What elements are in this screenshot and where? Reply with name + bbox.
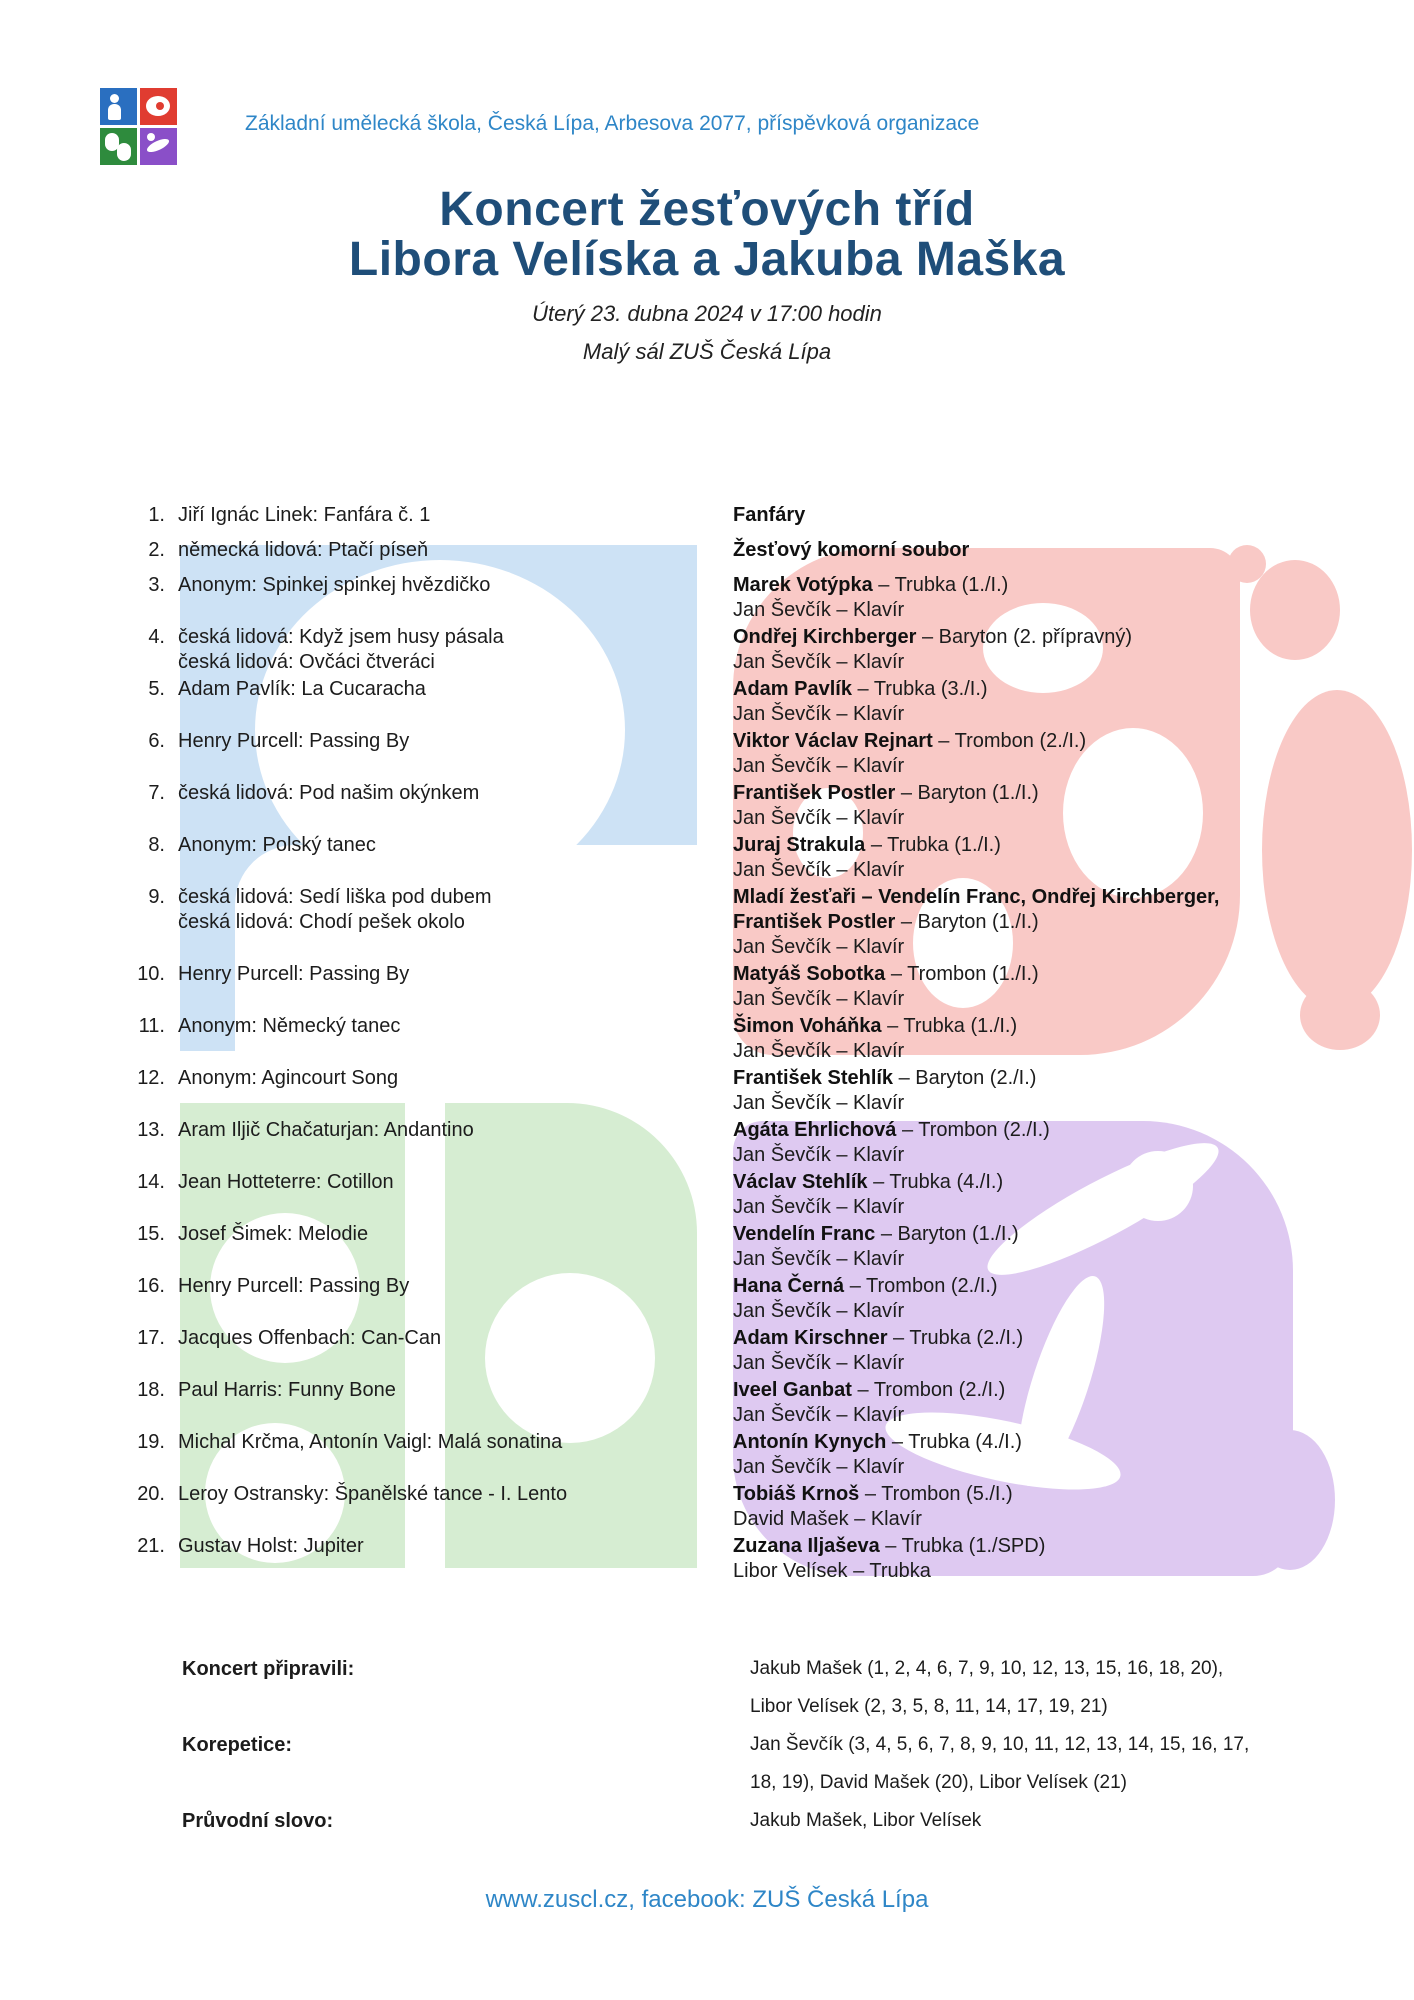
entry-number: 13.: [137, 1119, 165, 1141]
performer-line: Jan Ševčík – Klavír: [733, 1404, 905, 1426]
credit-value-lines: [750, 1802, 1372, 1840]
footer-web-facebook-line: www.zuscl.cz, facebook: ZUŠ Česká Lípa: [485, 1886, 929, 1913]
program-entry: [112, 1222, 1362, 1272]
concert-venue: Malý sál ZUŠ Česká Lípa: [582, 339, 832, 364]
performer-line: Jan Ševčík – Klavír: [733, 1300, 905, 1322]
program-entry: [112, 677, 1362, 727]
entry-number: 16.: [137, 1275, 165, 1297]
performer-line: František Stehlík – Baryton (2./I.): [733, 1067, 1037, 1089]
entry-piece-lines: [165, 1326, 733, 1351]
entry-performer-lines: [733, 1118, 1362, 1168]
program-entry: [112, 833, 1362, 883]
performer-line: Šimon Voháňka – Trubka (1./I.): [733, 1015, 1018, 1037]
entry-number: 21.: [137, 1535, 165, 1557]
program-list: [112, 503, 1362, 1586]
piece-line: Michal Krčma, Antonín Vaigl: Malá sonatina: [178, 1431, 563, 1453]
credit-row: [182, 1726, 1372, 1802]
entry-piece-lines: [165, 1222, 733, 1247]
credit-value-line: Jan Ševčík (3, 4, 5, 6, 7, 8, 9, 10, 11, 12, 13, 14, 15, 16, 17,: [750, 1734, 1250, 1755]
credits-block: [182, 1650, 1372, 1840]
piece-line: Anonym: Polský tanec: [178, 834, 376, 856]
entry-number: 10.: [137, 963, 165, 985]
entry-piece-lines: [165, 503, 733, 528]
performer-line: Iveel Ganbat – Trombon (2./I.): [733, 1379, 1006, 1401]
program-entry: [112, 1118, 1362, 1168]
piece-line: Jean Hotteterre: Cotillon: [178, 1171, 394, 1193]
credit-label: Průvodní slovo:: [182, 1810, 334, 1832]
entry-number: 15.: [137, 1223, 165, 1245]
performer-line: Jan Ševčík – Klavír: [733, 1456, 905, 1478]
entry-performer-lines: [733, 1430, 1362, 1480]
logo-drama-masks-icon: [100, 128, 137, 165]
program-entry: [112, 1014, 1362, 1064]
program-entry: [112, 1170, 1362, 1220]
credit-label: Koncert připravili:: [182, 1658, 355, 1680]
performer-line: Marek Votýpka – Trubka (1./I.): [733, 574, 1009, 596]
credit-value-lines: [750, 1726, 1372, 1802]
concert-title-line2: Libora Velíska a Jakuba Maška: [348, 233, 1066, 286]
piece-line: Jiří Ignác Linek: Fanfára č. 1: [178, 504, 431, 526]
entry-performer-lines: [733, 1378, 1362, 1428]
entry-piece-lines: [165, 1274, 733, 1299]
program-entry: [112, 538, 1362, 563]
entry-piece-lines: [165, 1066, 733, 1091]
entry-number: 9.: [148, 886, 165, 908]
entry-piece-lines: [165, 538, 733, 563]
entry-performer-lines: [733, 729, 1362, 779]
piece-line: Gustav Holst: Jupiter: [178, 1535, 364, 1557]
entry-performer-lines: [733, 1482, 1362, 1532]
entry-piece-lines: [165, 1170, 733, 1195]
program-entry: [112, 625, 1362, 675]
logo-music-icon: [100, 88, 137, 125]
entry-piece-lines: [165, 677, 733, 702]
entry-piece-lines: [165, 573, 733, 598]
entry-number: 5.: [148, 678, 165, 700]
entry-performer-lines: [733, 962, 1362, 1012]
program-entry: [112, 781, 1362, 831]
program-entry: [112, 1378, 1362, 1428]
performer-line: Jan Ševčík – Klavír: [733, 807, 905, 829]
entry-number: 19.: [137, 1431, 165, 1453]
performer-line: Adam Kirschner – Trubka (2./I.): [733, 1327, 1024, 1349]
entry-number: 7.: [148, 782, 165, 804]
piece-line: Henry Purcell: Passing By: [178, 963, 410, 985]
piece-line: Anonym: Spinkej spinkej hvězdičko: [178, 574, 491, 596]
piece-line: Aram Iljič Chačaturjan: Andantino: [178, 1119, 474, 1141]
entry-piece-lines: [165, 625, 733, 675]
entry-performer-lines: [733, 885, 1362, 960]
concert-title-line1: Koncert žesťových tříd: [439, 183, 975, 236]
entry-number: 18.: [137, 1379, 165, 1401]
program-entry: [112, 1066, 1362, 1116]
entry-performer-lines: [733, 625, 1362, 675]
piece-line: česká lidová: Pod našim okýnkem: [178, 782, 480, 804]
entry-performer-lines: [733, 573, 1362, 623]
program-entry: [112, 885, 1362, 960]
performer-line: Viktor Václav Rejnart – Trombon (2./I.): [733, 730, 1087, 752]
piece-line: německá lidová: Ptačí píseň: [178, 539, 429, 561]
performer-line: František Postler – Baryton (1./I.): [733, 911, 1039, 933]
performer-line: Jan Ševčík – Klavír: [733, 651, 905, 673]
entry-piece-lines: [165, 1534, 733, 1559]
entry-performer-lines: [733, 1274, 1362, 1324]
performer-line: Jan Ševčík – Klavír: [733, 703, 905, 725]
entry-performer-lines: [733, 1534, 1362, 1584]
performer-line: Jan Ševčík – Klavír: [733, 1248, 905, 1270]
performer-line: Agáta Ehrlichová – Trombon (2./I.): [733, 1119, 1050, 1141]
performer-line: Mladí žesťaři – Vendelín Franc, Ondřej Kirchberger,: [733, 886, 1220, 908]
entry-piece-lines: [165, 833, 733, 858]
performer-line: František Postler – Baryton (1./I.): [733, 782, 1039, 804]
credit-value-line: Jakub Mašek, Libor Velísek: [750, 1810, 982, 1831]
logo-art-palette-icon: [140, 88, 177, 125]
entry-number: 3.: [148, 574, 165, 596]
performer-line: Ondřej Kirchberger – Baryton (2. přípravný): [733, 626, 1133, 648]
school-name-line: Základní umělecká škola, Česká Lípa, Arbesova 2077, příspěvková organizace: [245, 112, 980, 135]
performer-line: Jan Ševčík – Klavír: [733, 599, 905, 621]
entry-performer-lines: [733, 1222, 1362, 1272]
piece-line: Josef Šimek: Melodie: [178, 1223, 369, 1245]
entry-performer-lines: [733, 781, 1362, 831]
entry-number: 20.: [137, 1483, 165, 1505]
performer-line: David Mašek – Klavír: [733, 1508, 922, 1530]
piece-line: česká lidová: Když jsem husy pásala: [178, 626, 504, 648]
entry-piece-lines: [165, 1430, 733, 1455]
piece-line: Anonym: Německý tanec: [178, 1015, 401, 1037]
performer-line: Jan Ševčík – Klavír: [733, 1040, 905, 1062]
concert-title: [0, 185, 1414, 285]
performer-line: Vendelín Franc – Baryton (1./I.): [733, 1223, 1019, 1245]
piece-line: česká lidová: Chodí pešek okolo: [178, 911, 465, 933]
piece-line: česká lidová: Sedí liška pod dubem: [178, 886, 492, 908]
entry-performer-lines: [733, 1170, 1362, 1220]
entry-piece-lines: [165, 781, 733, 806]
program-entry: [112, 1274, 1362, 1324]
entry-piece-lines: [165, 962, 733, 987]
entry-number: 6.: [148, 730, 165, 752]
program-entry: [112, 1430, 1362, 1480]
concert-datetime: Úterý 23. dubna 2024 v 17:00 hodin: [532, 301, 882, 326]
entry-piece-lines: [165, 1482, 733, 1507]
entry-number: 12.: [137, 1067, 165, 1089]
piece-line: Leroy Ostransky: Španělské tance - I. Lento: [178, 1483, 568, 1505]
performer-line: Jan Ševčík – Klavír: [733, 936, 905, 958]
program-entry: [112, 729, 1362, 779]
piece-line: česká lidová: Ovčáci čtveráci: [178, 651, 435, 673]
piece-line: Adam Pavlík: La Cucaracha: [178, 678, 426, 700]
performer-line: Antonín Kynych – Trubka (4./I.): [733, 1431, 1022, 1453]
entry-performer-lines: [733, 503, 1362, 528]
entry-performer-lines: [733, 1326, 1362, 1376]
piece-line: Paul Harris: Funny Bone: [178, 1379, 396, 1401]
entry-performer-lines: [733, 1014, 1362, 1064]
performer-line: Jan Ševčík – Klavír: [733, 1196, 905, 1218]
performer-line: Juraj Strakula – Trubka (1./I.): [733, 834, 1001, 856]
piece-line: Jacques Offenbach: Can-Can: [178, 1327, 442, 1349]
credit-value-lines: [750, 1650, 1372, 1726]
entry-number: 4.: [148, 626, 165, 648]
performer-line: Jan Ševčík – Klavír: [733, 988, 905, 1010]
entry-performer-lines: [733, 538, 1362, 563]
performer-line: Adam Pavlík – Trubka (3./I.): [733, 678, 988, 700]
entry-number: 14.: [137, 1171, 165, 1193]
performer-line: Libor Velísek – Trubka: [733, 1560, 931, 1582]
performer-line: Žesťový komorní soubor: [733, 539, 970, 561]
program-entry: [112, 503, 1362, 528]
entry-performer-lines: [733, 833, 1362, 883]
entry-piece-lines: [165, 1378, 733, 1403]
credit-value-line: 18, 19), David Mašek (20), Libor Velísek (21): [750, 1772, 1128, 1793]
performer-line: Jan Ševčík – Klavír: [733, 755, 905, 777]
school-logo: [100, 88, 177, 165]
piece-line: Henry Purcell: Passing By: [178, 1275, 410, 1297]
performer-line: Hana Černá – Trombon (2./I.): [733, 1275, 998, 1297]
piece-line: Anonym: Agincourt Song: [178, 1067, 399, 1089]
logo-dance-icon: [140, 128, 177, 165]
credit-row: [182, 1650, 1372, 1726]
program-entry: [112, 962, 1362, 1012]
entry-performer-lines: [733, 677, 1362, 727]
entry-performer-lines: [733, 1066, 1362, 1116]
performer-line: Zuzana Iljaševa – Trubka (1./SPD): [733, 1535, 1046, 1557]
performer-line: Jan Ševčík – Klavír: [733, 859, 905, 881]
entry-piece-lines: [165, 885, 733, 935]
program-entry: [112, 1326, 1362, 1376]
performer-line: Jan Ševčík – Klavír: [733, 1352, 905, 1374]
entry-piece-lines: [165, 1014, 733, 1039]
entry-number: 8.: [148, 834, 165, 856]
performer-line: Václav Stehlík – Trubka (4./I.): [733, 1171, 1004, 1193]
credit-value-line: Jakub Mašek (1, 2, 4, 6, 7, 9, 10, 12, 13, 15, 16, 18, 20),: [750, 1658, 1224, 1679]
entry-number: 1.: [148, 504, 165, 526]
piece-line: Henry Purcell: Passing By: [178, 730, 410, 752]
performer-line: Jan Ševčík – Klavír: [733, 1092, 905, 1114]
performer-line: Matyáš Sobotka – Trombon (1./I.): [733, 963, 1039, 985]
performer-line: Tobiáš Krnoš – Trombon (5./I.): [733, 1483, 1013, 1505]
concert-subtitle: [0, 295, 1414, 371]
entry-piece-lines: [165, 1118, 733, 1143]
credit-label: Korepetice:: [182, 1734, 293, 1756]
entry-number: 2.: [148, 539, 165, 561]
performer-line: Jan Ševčík – Klavír: [733, 1144, 905, 1166]
entry-number: 11.: [138, 1015, 165, 1037]
program-entry: [112, 1534, 1362, 1584]
entry-number: 17.: [137, 1327, 165, 1349]
entry-piece-lines: [165, 729, 733, 754]
program-entry: [112, 1482, 1362, 1532]
program-entry: [112, 573, 1362, 623]
credit-value-line: Libor Velísek (2, 3, 5, 8, 11, 14, 17, 19, 21): [750, 1696, 1108, 1717]
performer-line: Fanfáry: [733, 504, 806, 526]
credit-row: [182, 1802, 1372, 1840]
